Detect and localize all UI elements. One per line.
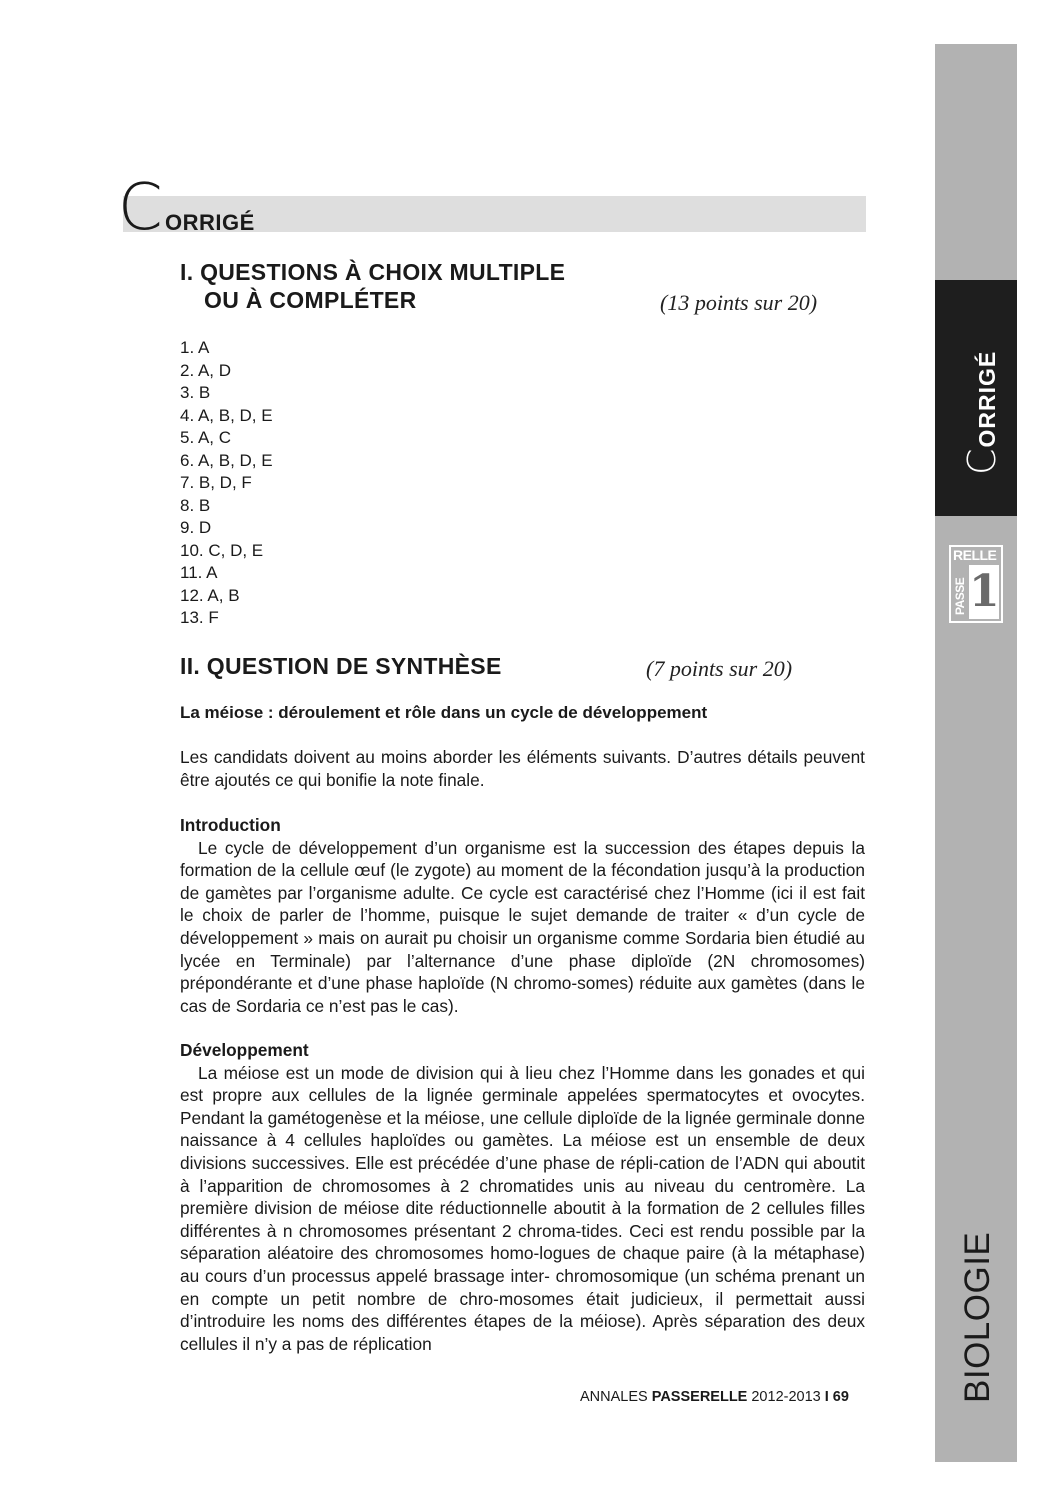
section2-title: II. QUESTION DE SYNTHÈSE xyxy=(180,653,502,679)
introduction-text: Le cycle de développement d’un organisme est la succession des étapes depuis la formation de la cellule œuf (le zygote) au moment de la fécondation jusqu’à la production de gamètes par l’organisme adulte. Ce cycle est caractérisé chez l’Homme (ici il est fait le choix de parler de l’homme, puisque le sujet demande de traiter « d’un cycle de développement » mais on aurait pu choisir un organisme comme Sordaria bien étudié au lycée en Terminale) par l’alternance d’une phase diploïde (2N chromosomes) prépondérante et d’une phase haploïde (N chromo-somes) réduite aux gamètes (dans le cas de Sordaria ce n’est pas le cas). xyxy=(180,837,865,1016)
answer-item: 6. A, B, D, E xyxy=(180,450,273,470)
logo-side-text: PASSE xyxy=(953,577,967,615)
development-heading: Développement xyxy=(180,1040,309,1060)
footer-brand: PASSERELLE xyxy=(651,1389,748,1405)
answer-item: 9. D xyxy=(180,518,212,537)
introduction-block xyxy=(180,814,865,1017)
answer-item: 7. B, D, F xyxy=(180,473,252,492)
answer-item: 2. A, D xyxy=(180,360,232,380)
section1-title-line2: OU À COMPLÉTER xyxy=(204,287,417,313)
answer-item: 5. A, C xyxy=(180,428,232,447)
page-number: 69 xyxy=(828,1389,849,1405)
section1-points: (13 points sur 20) xyxy=(660,290,818,315)
answer-item: 11. A xyxy=(180,563,218,582)
page-footer xyxy=(580,1388,849,1406)
answers-list xyxy=(180,337,273,630)
passerelle-logo xyxy=(949,545,1003,623)
section1-title-line1: I. QUESTIONS À CHOIX MULTIPLE xyxy=(180,259,566,285)
logo-number: 1 xyxy=(969,566,1000,617)
introduction-heading: Introduction xyxy=(180,815,281,835)
header-title: ORRIGÉ xyxy=(165,210,255,235)
side-corrige-rest: ORRIGÉ xyxy=(974,350,1000,448)
intro-paragraph: Les candidats doivent au moins aborder les éléments suivants. D’autres détails peuvent être ajoutés ce qui bonifie la note finale. xyxy=(180,747,865,790)
synthesis-subtitle: La méiose : déroulement et rôle dans un cycle de développement xyxy=(180,703,708,722)
footer-years: 2012-2013 xyxy=(747,1389,825,1405)
answer-item: 1. A xyxy=(180,338,210,357)
answer-item: 8. B xyxy=(180,495,211,515)
footer-separator: I xyxy=(824,1389,829,1405)
logo-top-text: RELLE xyxy=(953,547,997,563)
section2-points: (7 points sur 20) xyxy=(646,656,793,681)
subject-label: BIOLOGIE xyxy=(958,1231,997,1403)
answer-item: 3. B xyxy=(180,383,211,402)
answer-item: 10. C, D, E xyxy=(180,540,264,560)
answer-item: 4. A, B, D, E xyxy=(180,405,273,425)
side-corrige-label xyxy=(960,351,1004,475)
development-block xyxy=(180,1039,865,1355)
development-text: La méiose est un mode de division qui à lieu chez l’Homme dans les gonades et qui est propre aux cellules de la lignée germinale appelées spermatocytes et ovocytes. Pendant la gamétogenèse et la méiose, une cellule diploïde de la lignée germinale donne naissance à 4 cellules haploïdes ou gamètes. La méiose est un ensemble de deux divisions successives. Elle est précédée d’une phase de répli-cation de l’ADN qui aboutit à l’apparition de chromosomes à 2 chromatides unis au niveau du centromère. La première division de méiose dite réductionnelle aboutit à la formation de 2 cellules filles différentes à n chromosomes présentant 2 chroma-tides. Ceci est rendu possible par la séparation aléatoire des chromosomes homo-logues de chaque paire (à la métaphase) au cours d’un processus appelé brassage inter- chromosomique (un schéma prenant un en compte un petit nombre de chro-mosomes était judicieux, il permettait aussi d’introduire les noms des différentes étapes de la méiose). Après séparation des deux cellules il n’y a pas de réplication xyxy=(180,1062,865,1354)
answer-item: 12. A, B xyxy=(180,585,240,605)
header-initial: C xyxy=(118,171,163,245)
answer-item: 13. F xyxy=(180,608,219,627)
footer-prefix: ANNALES xyxy=(580,1389,652,1405)
side-corrige-initial: C xyxy=(960,447,1004,475)
